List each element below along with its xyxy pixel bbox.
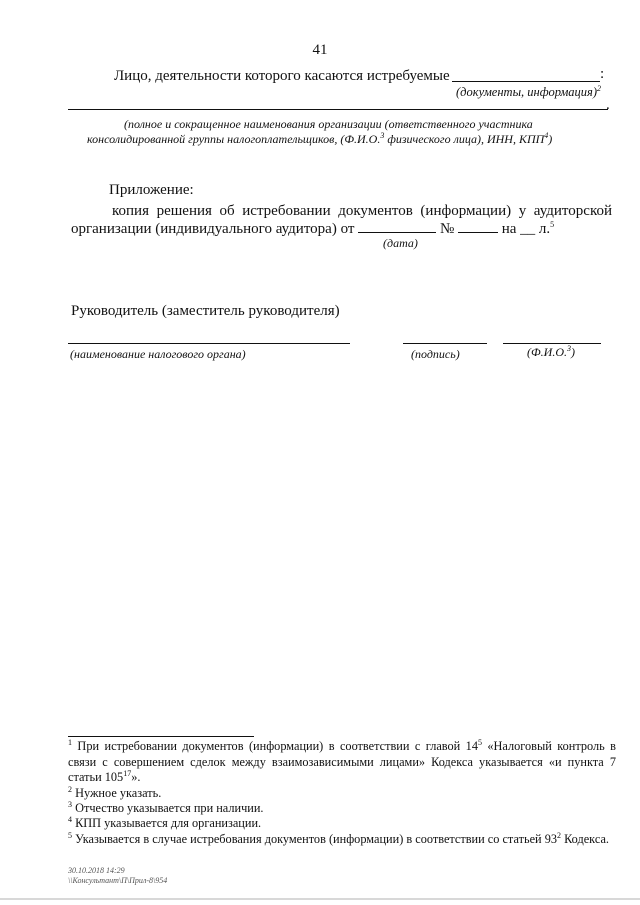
print-stamp: 30.10.2018 14:29 \\Консультант\П\Прил-8\954 (68, 866, 168, 885)
date-caption: (дата) (383, 236, 418, 250)
organization-caption-line1: (полное и сокращенное наименования организации (ответственного участника (124, 117, 533, 131)
signature-caption: (подпись) (411, 347, 460, 361)
recipient-colon: : (600, 66, 605, 82)
organization-end-dot: . (606, 97, 610, 113)
documents-caption: (документы, информация)$^2$ (456, 83, 602, 99)
footnote-5: $^5$ Указывается в случае истребования документов (информации) в соответствии со статьей $93^2$ Кодекса. (68, 830, 609, 846)
organization-caption-line2: консолидированной группы налогоплательщиков, (Ф.И.О.$^3$ физического лица), ИНН, КПП$^4$) (87, 131, 553, 146)
organization-blank-line (68, 109, 608, 110)
fio-caption: (Ф.И.О.$^3$) (527, 344, 575, 359)
footnote-separator (68, 736, 254, 737)
fio-line (503, 343, 601, 344)
number-blank (458, 220, 498, 233)
recipient-blank-line (452, 81, 600, 82)
footnote-3: $^3$ Отчество указывается при наличии. (68, 799, 264, 815)
attachment-line1: копия решения об истребовании документов (информации) у аудиторской (112, 203, 612, 219)
footnote-1: $^1$ При истребовании документов (информации) в соответствии с главой $14^5$ «Налоговый контроль в связи с совершением сделок между взаимозависимыми лицами» Кодекса указывается «и пункта 7 статьи $105^{17}$». (68, 737, 616, 784)
footnote-2: $^2$ Нужное указать. (68, 784, 162, 800)
date-blank (358, 220, 436, 233)
attachment-line2: организации (индивидуального аудитора) от № на __ л.$^5$ (71, 220, 555, 237)
page-number: 41 (312, 42, 328, 58)
recipient-label: Лицо, деятельности которого касаются истребуемые (114, 68, 450, 84)
signature-line (403, 343, 487, 344)
tax-authority-caption: (наименование налогового органа) (70, 347, 246, 361)
scan-edge (0, 898, 640, 900)
attachment-title: Приложение: (109, 182, 194, 198)
signature-title: Руководитель (заместитель руководителя) (71, 303, 340, 319)
tax-authority-line (68, 343, 350, 344)
footnote-4: $^4$ КПП указывается для организации. (68, 814, 262, 830)
